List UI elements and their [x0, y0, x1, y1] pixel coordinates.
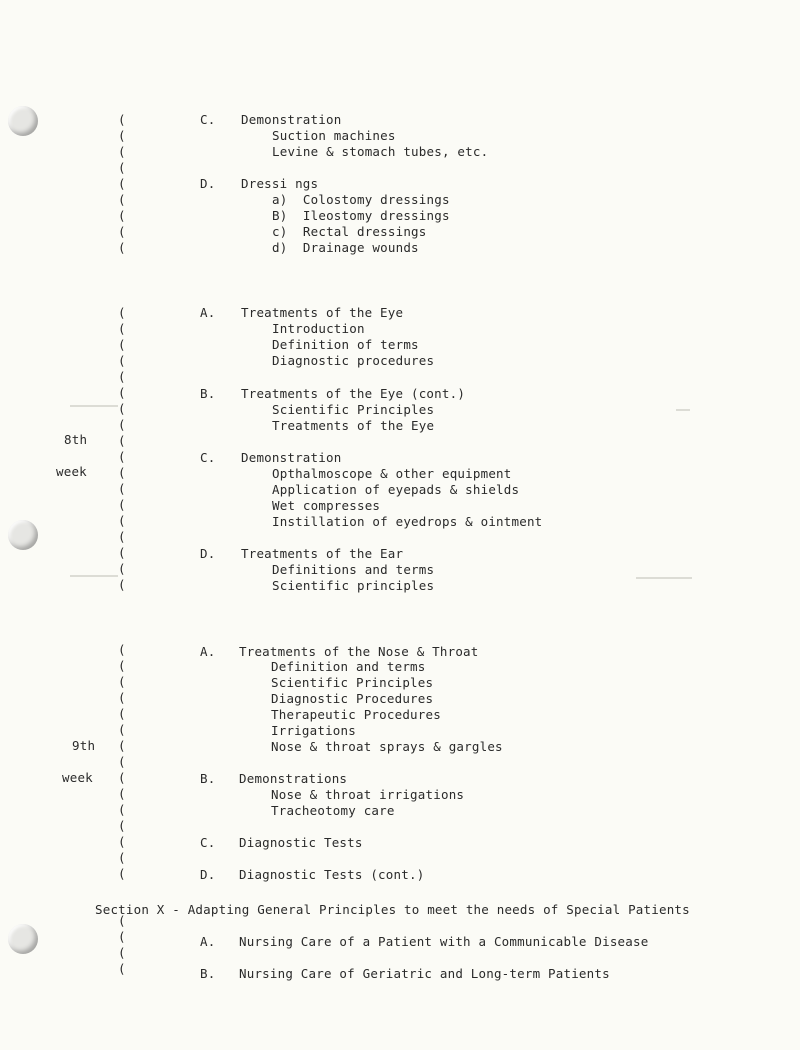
item-title: Demonstrations	[239, 771, 348, 786]
item-sub: Instillation of eyedrops & ointment	[272, 514, 543, 529]
item-letter: A.	[200, 305, 216, 320]
scan-smudge	[70, 405, 118, 407]
item-letter: D.	[200, 867, 216, 882]
item-sub: Treatments of the Eye	[272, 418, 435, 433]
item-sub: c) Rectal dressings	[272, 224, 427, 239]
item-title: Treatments of the Eye	[241, 305, 404, 320]
item-sub: Wet compresses	[272, 498, 381, 513]
bracket-group-2: ( ( ( ( ( ( ( ( ( ( ( ( ( ( ( ( ( (	[118, 305, 126, 592]
item-sub: Tracheotomy care	[271, 803, 395, 818]
item-letter: C.	[200, 450, 216, 465]
item-title: Treatments of the Eye (cont.)	[241, 386, 466, 401]
item-sub: Definitions and terms	[272, 562, 435, 577]
punch-hole-bottom	[8, 924, 38, 954]
bracket-group-1: ( ( ( ( ( ( ( ( (	[118, 112, 126, 255]
item-letter: B.	[200, 386, 216, 401]
item-letter: A.	[200, 934, 216, 949]
item-title: Nursing Care of a Patient with a Communicable Disease	[239, 934, 649, 949]
item-sub: d) Drainage wounds	[272, 240, 419, 255]
item-title: Treatments of the Nose & Throat	[239, 644, 479, 659]
item-title: Demonstration	[241, 450, 342, 465]
item-letter: A.	[200, 644, 216, 659]
section-heading: Section X - Adapting General Principles to meet the needs of Special Patients	[95, 902, 690, 917]
item-sub: B) Ileostomy dressings	[272, 208, 450, 223]
item-title: Dressi ngs	[241, 176, 319, 191]
scan-smudge	[676, 409, 690, 411]
item-sub: Nose & throat irrigations	[271, 787, 465, 802]
item-letter: B.	[200, 771, 216, 786]
item-letter: D.	[200, 546, 216, 561]
item-sub: Introduction	[272, 321, 365, 336]
item-sub: Therapeutic Procedures	[271, 707, 441, 722]
bracket-group-3: ( ( ( ( ( ( ( ( ( ( ( ( ( ( (	[118, 642, 126, 881]
item-title: Treatments of the Ear	[241, 546, 404, 561]
item-sub: Scientific Principles	[272, 402, 435, 417]
item-sub: Application of eyepads & shields	[272, 482, 520, 497]
item-letter: D.	[200, 176, 216, 191]
scan-smudge	[70, 575, 118, 577]
item-sub: Diagnostic Procedures	[271, 691, 434, 706]
punch-hole-middle	[8, 520, 38, 550]
week-word: week	[56, 464, 87, 479]
week-label: 8th	[64, 432, 88, 447]
item-sub: a) Colostomy dressings	[272, 192, 450, 207]
item-title: Demonstration	[241, 112, 342, 127]
item-letter: C.	[200, 835, 216, 850]
item-title: Diagnostic Tests (cont.)	[239, 867, 425, 882]
item-sub: Suction machines	[272, 128, 396, 143]
week-label: 9th	[72, 738, 96, 753]
item-sub: Scientific Principles	[271, 675, 434, 690]
week-word: week	[62, 770, 93, 785]
item-sub: Nose & throat sprays & gargles	[271, 739, 503, 754]
item-sub: Scientific principles	[272, 578, 435, 593]
item-sub: Definition and terms	[271, 659, 426, 674]
item-letter: B.	[200, 966, 216, 981]
item-letter: C.	[200, 112, 216, 127]
item-title: Nursing Care of Geriatric and Long-term Patients	[239, 966, 610, 981]
item-sub: Irrigations	[271, 723, 356, 738]
item-sub: Definition of terms	[272, 337, 419, 352]
bracket-section: ( ( ( (	[118, 913, 126, 976]
item-sub: Levine & stomach tubes, etc.	[272, 144, 489, 159]
item-sub: Opthalmoscope & other equipment	[272, 466, 512, 481]
scan-smudge	[636, 577, 692, 579]
item-sub: Diagnostic procedures	[272, 353, 435, 368]
item-title: Diagnostic Tests	[239, 835, 363, 850]
punch-hole-top	[8, 106, 38, 136]
